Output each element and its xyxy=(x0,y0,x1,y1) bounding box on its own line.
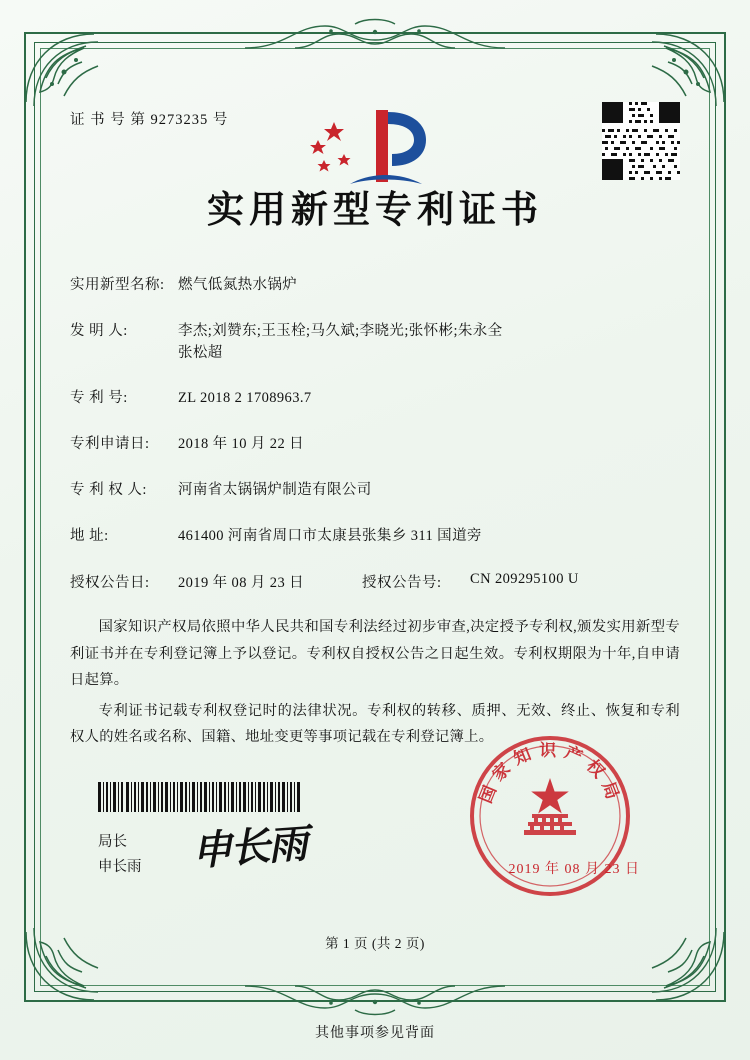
field-value: ZL 2018 2 1708963.7 xyxy=(178,390,312,407)
field-value: 461400 河南省周口市太康县张集乡 311 国道旁 xyxy=(178,527,482,544)
field-value-line1: 李杰;刘赞东;王玉栓;马久斌;李晓光;张怀彬;朱永全 xyxy=(178,322,503,339)
seal-date: 2019 年 08 月 23 日 xyxy=(508,862,640,877)
field-label: 发 明 人: xyxy=(70,322,128,339)
field-value xyxy=(178,321,680,365)
field-label: 专 利 权 人: xyxy=(70,481,147,498)
signature-labels xyxy=(98,820,308,882)
signature-block xyxy=(98,820,308,882)
field-label: 专 利 号: xyxy=(70,390,128,407)
field-value: 燃气低氮热水锅炉 xyxy=(178,277,298,293)
barcode xyxy=(98,782,303,812)
field-label-announcement-number: 授权公告号: xyxy=(362,575,442,592)
page-title: 实用新型专利证书 xyxy=(207,187,543,231)
paragraph-grant: 国家知识产权局依照中华人民共和国专利法经过初步审查,决定授予专利权,颁发实用新型专利证书并在专利登记簿上予以登记。专利权自授权公告之日起生效。专利权期限为十年,自申请日起算。 xyxy=(70,619,680,689)
footer-note: 其他事项参见背面 xyxy=(315,1026,435,1041)
field-label: 实用新型名称: xyxy=(70,277,165,293)
scroll-ornament-top xyxy=(235,18,515,52)
field-list xyxy=(70,275,680,592)
director-title: 局长 xyxy=(98,834,127,850)
field-value-line2: 张松超 xyxy=(178,344,223,361)
field-announcement-row xyxy=(70,571,680,592)
certificate-content xyxy=(70,90,680,960)
field-patentee xyxy=(70,480,680,502)
field-value: 河南省太锅锅炉制造有限公司 xyxy=(178,481,372,498)
field-value: 2018 年 10 月 22 日 xyxy=(178,436,305,452)
field-label-announcement-date: 授权公告日: xyxy=(70,575,150,592)
qr-code xyxy=(602,102,680,180)
field-application-date xyxy=(70,434,680,456)
scroll-ornament-bottom xyxy=(235,982,515,1016)
cnipa-logo-icon xyxy=(300,98,450,194)
certificate-number: 证 书 号 第 9273235 号 xyxy=(70,112,229,128)
field-label: 地 址: xyxy=(70,527,109,544)
field-label: 专利申请日: xyxy=(70,436,150,452)
field-value-announcement-number: CN 209295100 U xyxy=(470,571,579,588)
seal-top-text: 国家知识产权局 xyxy=(476,740,625,809)
legal-paragraphs xyxy=(70,614,680,750)
announcement-number-group xyxy=(362,571,579,592)
field-value-announcement-date: 2019 年 08 月 23 日 xyxy=(178,575,305,592)
field-patent-number xyxy=(70,388,680,410)
paragraph-register: 专利证书记载专利权登记时的法律状况。专利权的转移、质押、无效、终止、恢复和专利权人的姓名或名称、国籍、地址变更等事项记载在专利登记簿上。 xyxy=(70,702,680,745)
page-number: 第 1 页 (共 2 页) xyxy=(325,936,425,951)
field-inventors xyxy=(70,321,680,365)
handwritten-signature: 申长雨 xyxy=(190,820,308,875)
field-address xyxy=(70,526,680,548)
director-name: 申长雨 xyxy=(98,858,142,875)
director-label-group xyxy=(98,830,144,879)
field-utility-model-name xyxy=(70,275,680,297)
